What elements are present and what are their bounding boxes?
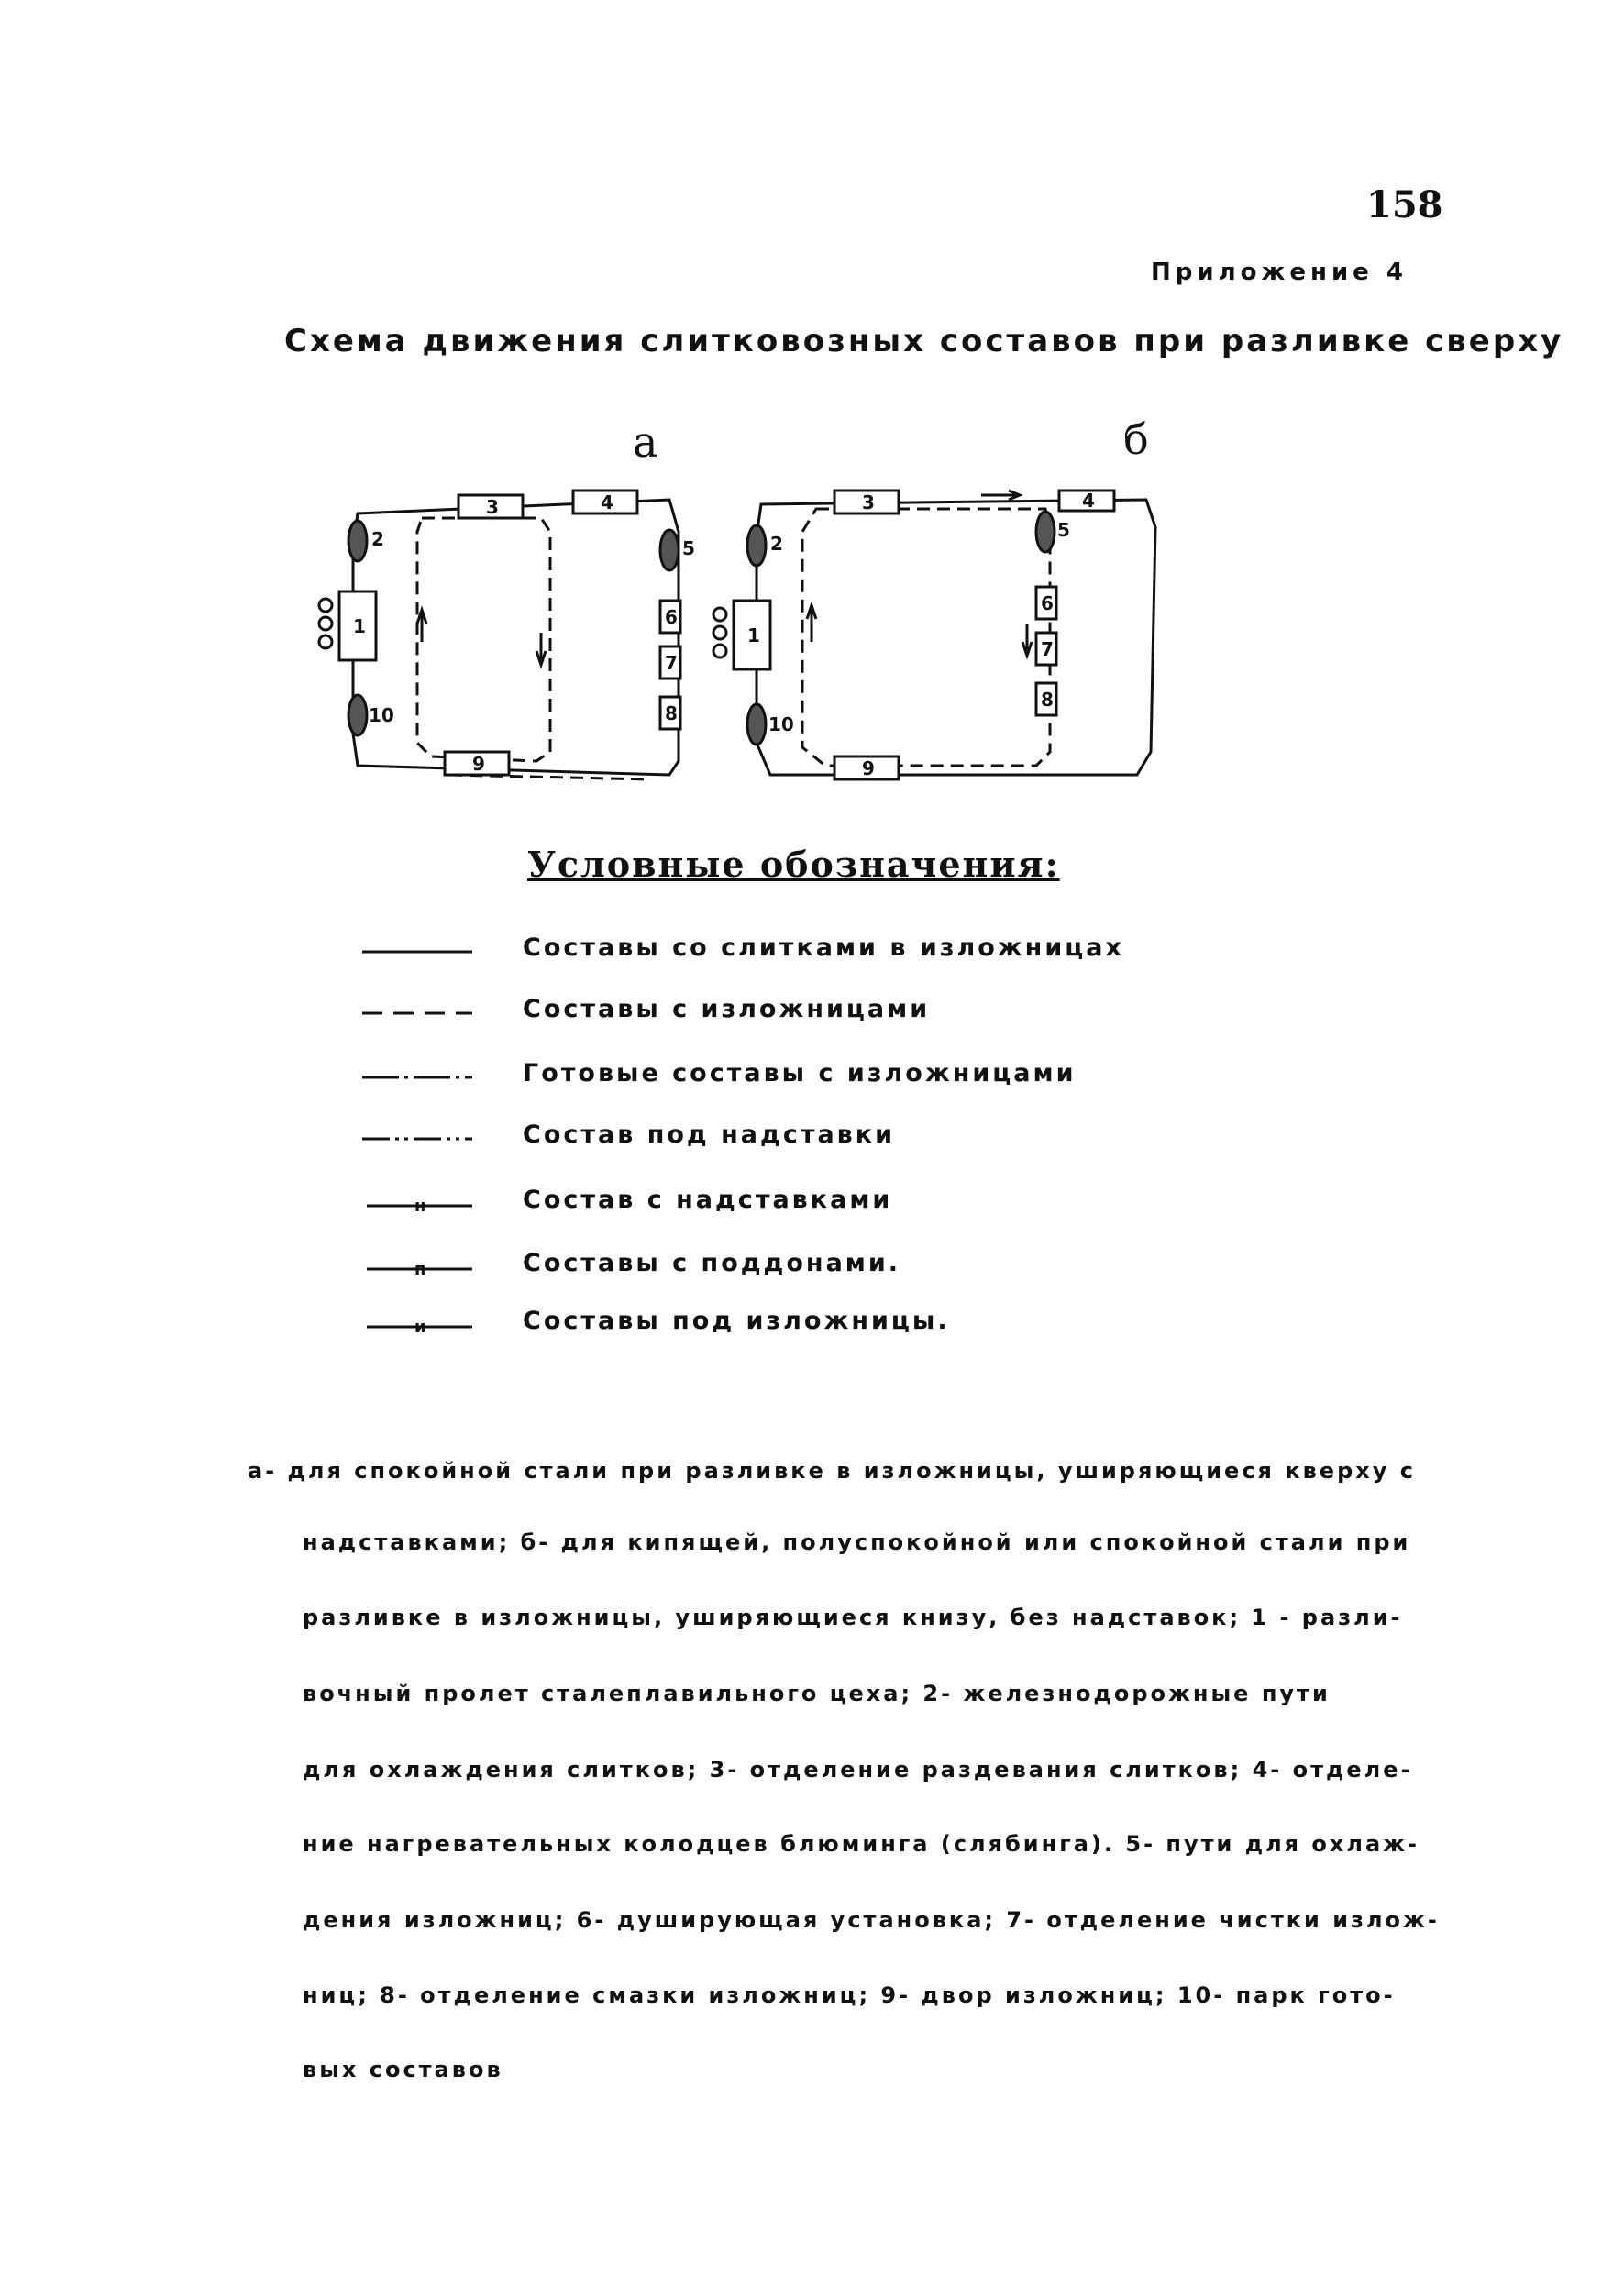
diagram-b-outer-track [757, 500, 1155, 775]
legend-line-marked-i [358, 1316, 477, 1338]
legend-item-text: Составы с изложницами [523, 995, 931, 1023]
diagram-b-arrow [981, 491, 1020, 500]
diagram-a-arrow [536, 633, 546, 665]
legend-line-dash-dot [358, 1068, 477, 1087]
diagram-b-arrow [1022, 624, 1032, 656]
svg-text:н: н [414, 1197, 426, 1216]
diagram-b-box-label: 9 [862, 757, 875, 779]
diagram-a-ring [319, 617, 332, 630]
diagram-a-marker-label: 5 [682, 537, 695, 559]
diagram-a-box-label: 3 [486, 496, 499, 518]
caption-line: вочный пролет сталеплавильного цеха; 2- железнодорожные пути [303, 1681, 1331, 1706]
diagram-b-arrow [807, 605, 816, 642]
diagram-b-ring [713, 626, 726, 639]
diagram-a-inner-track [417, 518, 550, 761]
legend-line-dashed [358, 1004, 477, 1022]
diagram-a-box-label: 8 [665, 702, 678, 724]
diagram-b-marker-label: 5 [1057, 519, 1070, 541]
legend-item-text: Состав с надставками [523, 1186, 893, 1214]
diagram-a-box-label: 6 [665, 606, 678, 628]
legend-item-text: Составы с поддонами. [523, 1249, 901, 1277]
page-number: 158 [1366, 183, 1443, 226]
caption-line: дения изложниц; 6- душирующая установка; 7- отделение чистки излож- [303, 1907, 1440, 1933]
diagram-a-box-label: 1 [353, 615, 366, 637]
diagram-a-outer-track [353, 500, 679, 775]
diagram-b-ring [713, 608, 726, 621]
diagram-b-marker-5 [1036, 512, 1055, 552]
track-diagrams [303, 458, 1165, 825]
diagram-b-label: б [1123, 414, 1149, 464]
caption-line: а- для спокойной стали при разливке в изложницы, уширяющиеся кверху с [248, 1458, 1416, 1484]
legend-line-solid [358, 943, 477, 961]
diagram-a-marker-5 [660, 530, 679, 570]
svg-text:п: п [414, 1260, 426, 1279]
diagram-b-box-label: 1 [747, 624, 760, 646]
diagram-a-ring [319, 635, 332, 648]
diagram-b-box-label: 6 [1041, 592, 1054, 614]
diagram-a-box-label: 9 [472, 753, 485, 775]
diagram-b-marker-10 [747, 704, 766, 745]
diagram-b-marker-label: 2 [770, 533, 783, 555]
diagram-b-inner-track [802, 509, 1050, 766]
diagram-a-ring [319, 599, 332, 612]
appendix-label: Приложение 4 [1151, 259, 1408, 286]
svg-text:и: и [414, 1318, 426, 1337]
diagram-a-marker-label: 10 [369, 704, 394, 726]
diagram-b-marker-label: 10 [768, 713, 794, 735]
legend-line-marked-p [358, 1258, 477, 1280]
diagram-b-box-label: 4 [1082, 490, 1095, 512]
diagram-b-box-label: 3 [862, 491, 875, 513]
diagram-b-box-label: 7 [1041, 638, 1054, 660]
diagram-b-marker-2 [747, 525, 766, 566]
diagram-a-marker-10 [348, 695, 367, 735]
page-title: Схема движения слитковозных составов при разливке сверху [284, 323, 1564, 359]
legend-item-text: Готовые составы с изложницами [523, 1059, 1077, 1087]
caption-line: для охлаждения слитков; 3- отделение раздевания слитков; 4- отделе- [303, 1757, 1413, 1783]
caption-line: ние нагревательных колодцев блюминга (слябинга). 5- пути для охлаж- [303, 1831, 1420, 1857]
diagram-b-ring [713, 645, 726, 657]
diagram-a-label: а [633, 417, 658, 467]
legend-item-text: Состав под надставки [523, 1120, 896, 1149]
diagram-a-marker-2 [348, 521, 367, 561]
legend-line-marked-n [358, 1195, 477, 1217]
caption-line: надставками; б- для кипящей, полуспокойной или спокойной стали при [303, 1529, 1411, 1555]
caption-line: разливке в изложницы, уширяющиеся книзу, без надставок; 1 - разли- [303, 1605, 1403, 1630]
diagram-a-marker-label: 2 [371, 528, 384, 550]
legend-line-dash-dot-dot [358, 1130, 477, 1148]
diagram-a-box-label: 4 [601, 491, 613, 513]
caption-line: вых составов [303, 2057, 503, 2082]
legend-item-text: Составы со слитками в изложницах [523, 933, 1124, 962]
legend-item-text: Составы под изложницы. [523, 1307, 950, 1335]
caption-line: ниц; 8- отделение смазки изложниц; 9- двор изложниц; 10- парк гото- [303, 1982, 1396, 2008]
diagram-b-box-label: 8 [1041, 689, 1054, 711]
diagram-a-box-label: 7 [665, 652, 678, 674]
legend-title: Условные обозначения: [527, 844, 1060, 885]
